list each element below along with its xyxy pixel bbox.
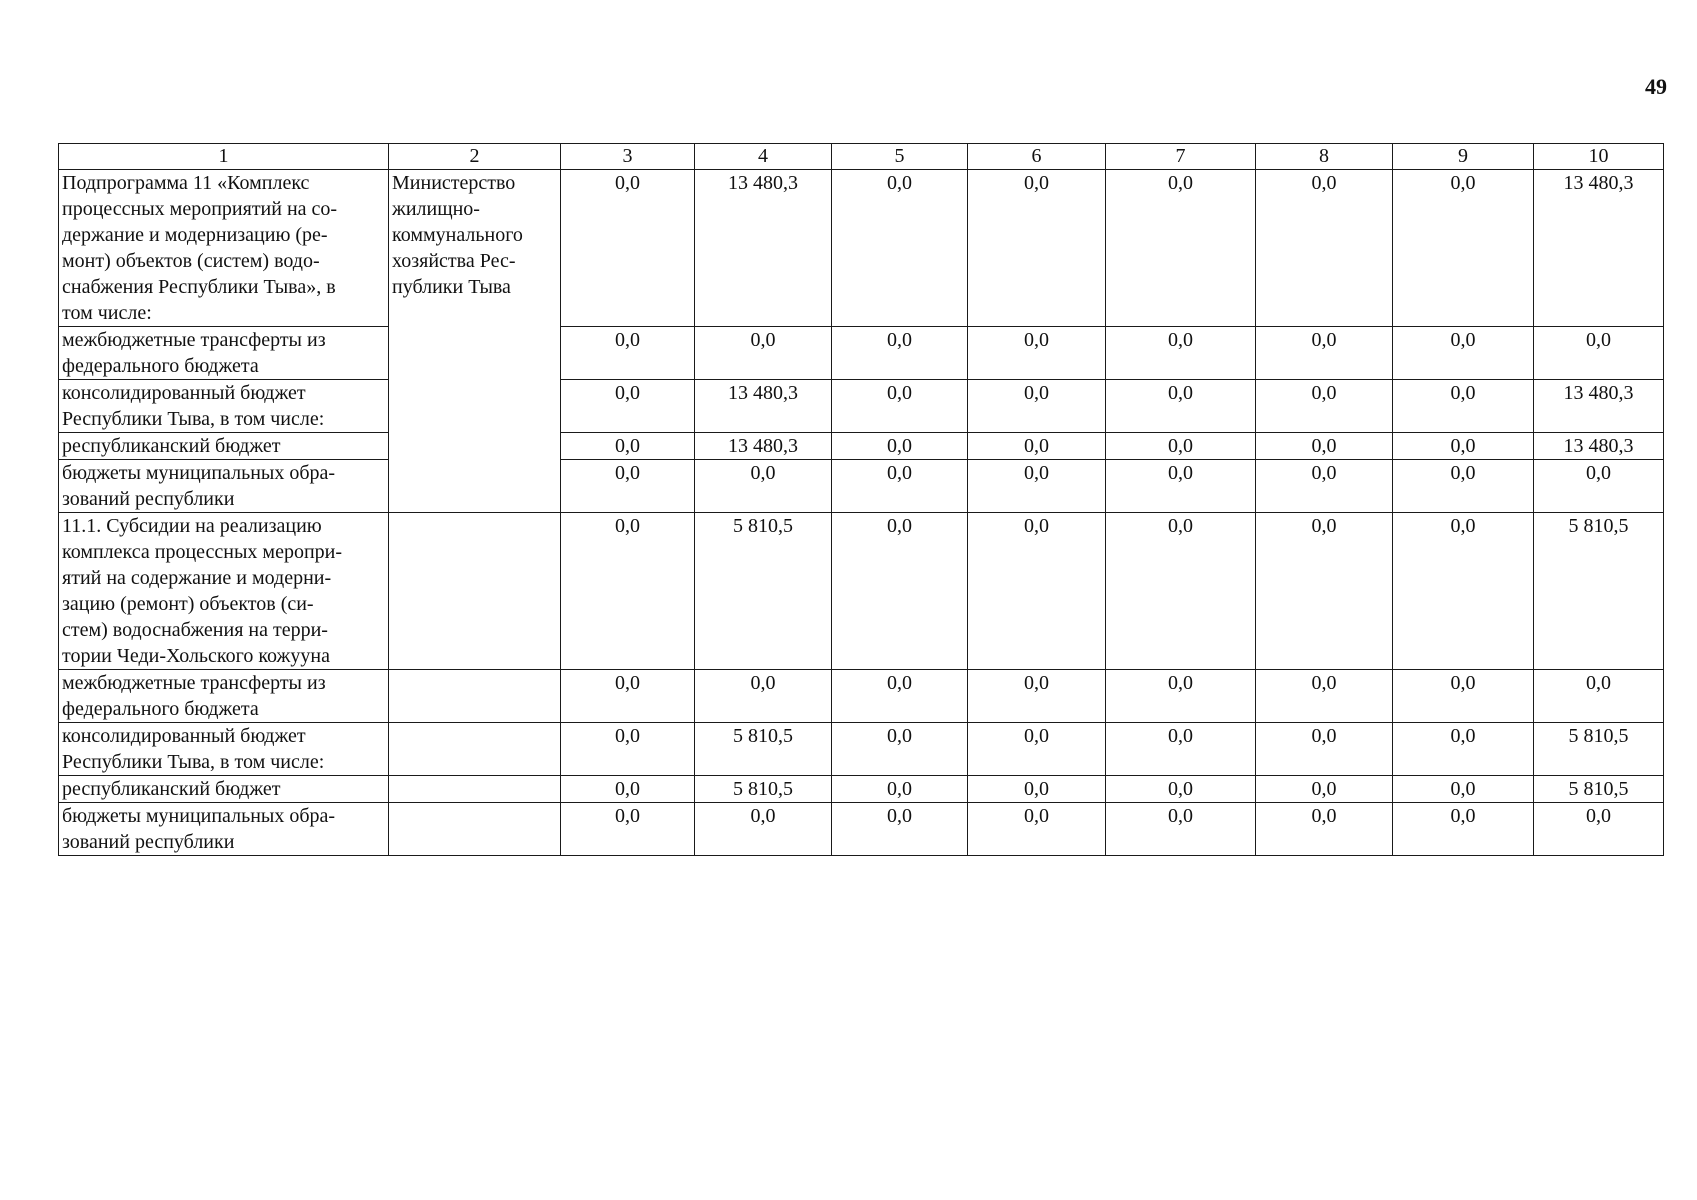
value-cell: 0,0 <box>695 803 832 856</box>
value-cell: 0,0 <box>832 327 968 380</box>
row-label-line: Республики Тыва, в том числе: <box>62 408 325 430</box>
column-header: 1 <box>59 144 389 170</box>
value-cell: 0,0 <box>968 723 1106 776</box>
column-header: 8 <box>1256 144 1393 170</box>
value-cell: 0,0 <box>968 513 1106 670</box>
row-label <box>59 327 389 380</box>
row-label <box>59 170 389 327</box>
column-header: 10 <box>1534 144 1664 170</box>
responsible-executor-line: публики Тыва <box>392 276 511 298</box>
value-cell: 13 480,3 <box>695 380 832 433</box>
page-number: 49 <box>1645 74 1667 99</box>
responsible-executor-line: хозяйства Рес- <box>392 250 516 272</box>
value-cell: 13 480,3 <box>695 170 832 327</box>
row-label <box>59 723 389 776</box>
value-cell: 13 480,3 <box>695 433 832 460</box>
value-cell: 0,0 <box>695 670 832 723</box>
value-cell: 0,0 <box>1256 513 1393 670</box>
row-label-line: держание и модернизацию (ре- <box>62 224 328 246</box>
row-label-line: межбюджетные трансферты из <box>62 672 326 694</box>
value-cell: 0,0 <box>968 433 1106 460</box>
column-header: 7 <box>1106 144 1256 170</box>
value-cell: 0,0 <box>1393 776 1534 803</box>
value-cell: 0,0 <box>561 670 695 723</box>
column-header: 2 <box>389 144 561 170</box>
value-cell: 0,0 <box>832 513 968 670</box>
row-label-line: федерального бюджета <box>62 355 259 377</box>
value-cell: 0,0 <box>561 380 695 433</box>
value-cell: 0,0 <box>1534 670 1664 723</box>
value-cell: 0,0 <box>1256 433 1393 460</box>
value-cell: 0,0 <box>1534 460 1664 513</box>
value-cell: 0,0 <box>1393 170 1534 327</box>
column-header: 3 <box>561 144 695 170</box>
responsible-executor-empty <box>389 776 561 803</box>
value-cell: 0,0 <box>1106 670 1256 723</box>
value-cell: 0,0 <box>1256 170 1393 327</box>
value-cell: 13 480,3 <box>1534 433 1664 460</box>
value-cell: 0,0 <box>968 803 1106 856</box>
row-label-line: монт) объектов (систем) водо- <box>62 250 320 272</box>
column-header: 4 <box>695 144 832 170</box>
value-cell: 0,0 <box>832 776 968 803</box>
value-cell: 0,0 <box>1106 460 1256 513</box>
value-cell: 0,0 <box>561 723 695 776</box>
value-cell: 0,0 <box>1256 380 1393 433</box>
value-cell: 0,0 <box>1106 723 1256 776</box>
row-label <box>59 380 389 433</box>
row-label-line: снабжения Республики Тыва», в <box>62 276 336 298</box>
value-cell: 0,0 <box>1106 380 1256 433</box>
value-cell: 0,0 <box>1106 327 1256 380</box>
value-cell: 0,0 <box>832 170 968 327</box>
value-cell: 0,0 <box>1106 170 1256 327</box>
value-cell: 5 810,5 <box>1534 776 1664 803</box>
value-cell: 0,0 <box>561 170 695 327</box>
table-row <box>59 513 1664 670</box>
value-cell: 0,0 <box>561 327 695 380</box>
table-row <box>59 460 1664 513</box>
row-label-line: консолидированный бюджет <box>62 725 306 747</box>
column-header: 5 <box>832 144 968 170</box>
table-row <box>59 380 1664 433</box>
value-cell: 0,0 <box>1393 433 1534 460</box>
value-cell: 0,0 <box>1393 380 1534 433</box>
responsible-executor-empty <box>389 513 561 670</box>
column-header: 6 <box>968 144 1106 170</box>
value-cell: 0,0 <box>1106 433 1256 460</box>
value-cell: 0,0 <box>1106 776 1256 803</box>
value-cell: 0,0 <box>832 803 968 856</box>
row-label-line: межбюджетные трансферты из <box>62 329 326 351</box>
value-cell: 0,0 <box>968 170 1106 327</box>
responsible-executor-empty <box>389 723 561 776</box>
value-cell: 0,0 <box>968 460 1106 513</box>
responsible-executor-empty <box>389 670 561 723</box>
table-row <box>59 670 1664 723</box>
value-cell: 0,0 <box>561 433 695 460</box>
value-cell: 0,0 <box>561 513 695 670</box>
row-label-line: стем) водоснабжения на терри- <box>62 619 328 641</box>
value-cell: 5 810,5 <box>1534 723 1664 776</box>
value-cell: 0,0 <box>1256 803 1393 856</box>
value-cell: 0,0 <box>968 670 1106 723</box>
row-label <box>59 803 389 856</box>
row-label-line: процессных мероприятий на со- <box>62 198 338 220</box>
responsible-executor-line: жилищно- <box>392 198 480 220</box>
row-label-line: Республики Тыва, в том числе: <box>62 751 325 773</box>
table-body <box>59 144 1664 856</box>
row-label-line: 11.1. Субсидии на реализацию <box>62 515 322 537</box>
column-number-row <box>59 144 1664 170</box>
value-cell: 0,0 <box>695 327 832 380</box>
row-label-line: тории Чеди-Хольского кожууна <box>62 645 330 667</box>
value-cell: 0,0 <box>1256 670 1393 723</box>
row-label <box>59 776 389 803</box>
value-cell: 0,0 <box>968 327 1106 380</box>
value-cell: 5 810,5 <box>695 776 832 803</box>
value-cell: 0,0 <box>1393 327 1534 380</box>
value-cell: 0,0 <box>832 723 968 776</box>
row-label <box>59 460 389 513</box>
value-cell: 0,0 <box>1393 803 1534 856</box>
row-label-line: комплекса процессных меропри- <box>62 541 343 563</box>
value-cell: 0,0 <box>1393 670 1534 723</box>
value-cell: 0,0 <box>1256 776 1393 803</box>
value-cell: 5 810,5 <box>695 723 832 776</box>
table-row <box>59 170 1664 327</box>
value-cell: 0,0 <box>695 460 832 513</box>
value-cell: 0,0 <box>561 460 695 513</box>
value-cell: 13 480,3 <box>1534 380 1664 433</box>
value-cell: 0,0 <box>1534 803 1664 856</box>
column-header: 9 <box>1393 144 1534 170</box>
row-label-line: Подпрограмма 11 «Комплекс <box>62 172 310 194</box>
value-cell: 0,0 <box>832 380 968 433</box>
row-label-line: республиканский бюджет <box>62 778 281 800</box>
responsible-executor <box>389 170 561 513</box>
value-cell: 0,0 <box>832 433 968 460</box>
value-cell: 0,0 <box>1256 723 1393 776</box>
row-label-line: том числе: <box>62 302 152 324</box>
value-cell: 0,0 <box>561 803 695 856</box>
row-label-line: республиканский бюджет <box>62 435 281 457</box>
value-cell: 0,0 <box>832 460 968 513</box>
value-cell: 0,0 <box>1393 460 1534 513</box>
responsible-executor-line: Министерство <box>392 172 516 194</box>
value-cell: 0,0 <box>1256 327 1393 380</box>
value-cell: 0,0 <box>1106 803 1256 856</box>
row-label-line: ятий на содержание и модерни- <box>62 567 332 589</box>
table-row <box>59 723 1664 776</box>
row-label <box>59 433 389 460</box>
table-row <box>59 803 1664 856</box>
row-label <box>59 513 389 670</box>
value-cell: 0,0 <box>561 776 695 803</box>
responsible-executor-empty <box>389 803 561 856</box>
value-cell: 0,0 <box>832 670 968 723</box>
row-label-line: консолидированный бюджет <box>62 382 306 404</box>
table-row <box>59 433 1664 460</box>
value-cell: 5 810,5 <box>695 513 832 670</box>
value-cell: 0,0 <box>1106 513 1256 670</box>
value-cell: 0,0 <box>1393 723 1534 776</box>
row-label-line: бюджеты муниципальных обра- <box>62 462 336 484</box>
row-label <box>59 670 389 723</box>
budget-table <box>58 143 1664 856</box>
value-cell: 5 810,5 <box>1534 513 1664 670</box>
row-label-line: зований республики <box>62 488 235 510</box>
value-cell: 0,0 <box>968 380 1106 433</box>
table-row <box>59 776 1664 803</box>
responsible-executor-line: коммунального <box>392 224 523 246</box>
value-cell: 0,0 <box>968 776 1106 803</box>
value-cell: 13 480,3 <box>1534 170 1664 327</box>
row-label-line: зований республики <box>62 831 235 853</box>
value-cell: 0,0 <box>1534 327 1664 380</box>
row-label-line: зацию (ремонт) объектов (си- <box>62 593 314 615</box>
row-label-line: федерального бюджета <box>62 698 259 720</box>
value-cell: 0,0 <box>1393 513 1534 670</box>
row-label-line: бюджеты муниципальных обра- <box>62 805 336 827</box>
table-row <box>59 327 1664 380</box>
value-cell: 0,0 <box>1256 460 1393 513</box>
